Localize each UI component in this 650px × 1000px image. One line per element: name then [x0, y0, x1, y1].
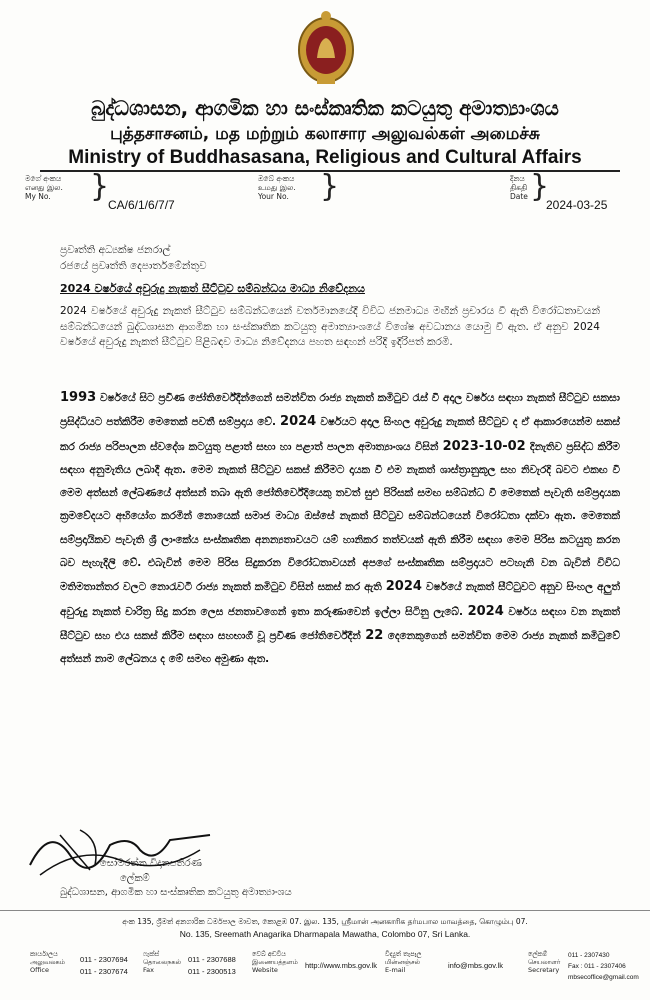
date-value: 2024-03-25 — [546, 198, 608, 212]
signatory-department: බුද්ධශාසන, ආගමික හා සංස්කෘතික කටයුතු අමාත්‍යාංශය — [60, 887, 292, 898]
email-label: විද්‍යුත් තැපෑල மின்னஞ்சல் E-mail — [385, 950, 422, 974]
addressee — [60, 242, 207, 274]
approval-date: 2023-10-02 — [442, 438, 526, 454]
date-label: දිනය திகதி Date — [510, 174, 528, 201]
website-link[interactable]: http://www.mbs.gov.lk — [305, 961, 377, 970]
year-2024: 2024 — [280, 414, 317, 430]
office-numbers: 011 - 2307694 011 - 2307674 — [80, 955, 128, 976]
my-no-label: මගේ අංකය எனது இல. My No. — [25, 174, 63, 201]
footer-address-local: අංක 135, ශ්‍රීමත් අනගාරික ධර්මපාල මාවත, කොළඹ 07. இல. 135, ஸ்ரீமான் அனகாரிக தர்மபால மாவத்தை, கொழும்பு 07. — [122, 917, 528, 926]
year-1993: 1993 — [60, 390, 97, 405]
office-label: කාර්යාලය அலுவலகம் Office — [30, 950, 65, 974]
your-no-brace: } — [320, 169, 340, 204]
subject-line: 2024 වර්ෂයේ අවුරුදු නැකත් සීට්ටුව සම්බන්ධය මාධ්‍ය නිවේදනය — [60, 282, 365, 295]
website-label: වෙබ් අඩවිය இணையத்தளம் Website — [252, 950, 298, 974]
signatory-name: සෝමරත්න විදානපතිරණ — [100, 858, 202, 869]
secretary-email[interactable]: mbsecoffice@gmail.com — [568, 974, 639, 981]
date-brace: } — [530, 169, 550, 204]
footer-address-english: No. 135, Sreemath Anagarika Dharmapala Mawatha, Colombo 07, Sri Lanka. — [179, 929, 471, 939]
footer-divider — [0, 910, 650, 911]
national-emblem — [295, 8, 357, 88]
your-no-label: ඔබේ අංකය உமது இல. Your No. — [258, 174, 296, 201]
ministry-title-tamil: புத்தசாசனம், மத மற்றும் கலாசார அலுவல்கள் அமைச்சு — [110, 124, 540, 144]
intro-paragraph: 2024 වර්ෂයේ අවුරුදු නැකත් සීට්ටුව සම්බන්ධයෙන් වර්තමානයේදී විවිධ ජනමාධ්‍ය මඟින් ප්‍රචාරය වී ඇති විරෝධතාවයන් සම්බන්ධයෙන් බුද්ධශාසන ආගමික හා සංස්කෘතික කටයුතු අමාත්‍යාංශයේ විශේෂ අවධානය යොමු වී ඇත. ඒ අනුව 2024 වර්ෂයේ අවුරුදු නැකත් සීට්ටුව පිළිබඳව මාධ්‍ය නිවේදනය පහත සඳහන් පරිදි ඉදිරිපත් කරමි. — [60, 305, 600, 348]
fax-numbers: 011 - 2307688 011 - 2300513 — [188, 955, 236, 976]
secretary-contacts: 011 - 2307430 Fax : 011 - 2307406 mbsecoffice@gmail.com — [568, 952, 639, 981]
email-link[interactable]: info@mbs.gov.lk — [448, 961, 503, 970]
my-no-brace: } — [90, 169, 110, 204]
main-paragraph: 1993 වර්ෂයේ සිට ප්‍රවීණ ජෝතිර්වේදීන්ගෙන් සමන්විත රාජ්‍ය නැකත් කමිටුව රැස් වී අදාල වර්ෂය සඳහා නැකත් සීට්ටුව සකසා ප්‍රසිද්ධියට පත්කිරීම මෙතෙක් පවතී සම්ප්‍රදාය වේ. 2024 වර්ෂයට අදාල සිංහල අවුරුදු නැකත් සීට්ටුව ද ඒ ආකාරයෙන්ම සකස් කර රාජ්‍ය පරිපාලන ස්වදේශ කටයුතු පළාත් සභා හා පළාත් පාලන අමාත්‍යාංශය විසින් 2023-10-02 දිනැතිව ප්‍රසිද්ධ කිරීම සඳහා අනුමැතිය ලබාදී ඇත. මෙම නැකත් සීට්ටුව සකස් කිරීමට දායක වී එම නැකත් ශාස්ත්‍රානුකූල සහ නිවැරදි බවට එකඟ වී මෙම අත්සන් ලේඛණයේ අත්සන් තබා ඇති ජෝතිර්වේදියෙකු තවත් සුළු පිරිසක් සමඟ සම්බන්ධ වී මෙතෙක් පැවැති සම්ප්‍රදායක ක්‍රමවේදයට අභියෝග කරමින් නොයෙක් සමාජ මාධ්‍ය ඔස්සේ නැකත් සීට්ටුව සම්බන්ධයෙන් විරෝධතා දක්වා ඇත. මෙතෙක් සම්ප්‍රදායිකව පැවැති ශ්‍රී ලාංකේය සංස්කෘතික අනන්‍යතාවයට යම් හානිකර තත්වයක් ඇති කිරීම සඳහා මෙම පිරිස කටයුතු කරන බව පැහැදිලි වේ. එබැවින් මෙම පිරිස සිදුකරන විරෝධතාවයන් අපගේ සංස්කෘතික සම්ප්‍රදායට පටහැනි වන බැවින් විවිධ මතිමතාන්තර වලට නොරැවටී රාජ්‍ය නැකත් කමිටුව විසින් සකස් කර ඇති 2024 වර්ෂයේ නැකත් සීට්ටුවට අනුව සිංහල අලුත් අවුරුදු නැකත් චාරිත්‍ර සිදු කරන ලෙස ජනතාවගෙන් ඉතා කරුණාවෙන් ඉල්ලා සිටිනු ලැබේ. 2024 වර්ෂය සඳහා වන නැකත් සීට්ටුව සහ එය සකස් කිරීම සඳහා සහභාගී වූ ප්‍රවීණ ජෝතිර්වේදීන් 22 දෙනෙකුගෙන් සමන්විත මෙම රාජ්‍ය නැකත් කමිටුවේ අත්සන් නාම ලේඛනය ද මේ සමඟ අමුණා ඇත. — [60, 390, 620, 666]
signatory-designation: ලේකම් — [120, 873, 150, 884]
addressee-department: රජයේ ප්‍රවෘත්ති දෙපාර්තමේන්තුව — [60, 260, 207, 272]
ministry-title-english: Ministry of Buddhasasana, Religious and Cultural Affairs — [68, 147, 582, 168]
fax-label: ෆැක්ස් தொலைநகல் Fax — [143, 950, 181, 974]
my-no-value: CA/6/1/6/7/7 — [108, 198, 175, 212]
addressee-title: ප්‍රවෘත්ති අධ්‍යක්ෂ ජනරාල් — [60, 244, 171, 256]
secretary-label: ලේකම් செயலாளர் Secretary — [528, 950, 561, 974]
astrologer-count: 22 — [365, 627, 384, 643]
ministry-title-sinhala: බුද්ධශාසන, ආගමික හා සංස්කෘතික කටයුතු අමාත්‍යාංශය — [91, 96, 559, 120]
